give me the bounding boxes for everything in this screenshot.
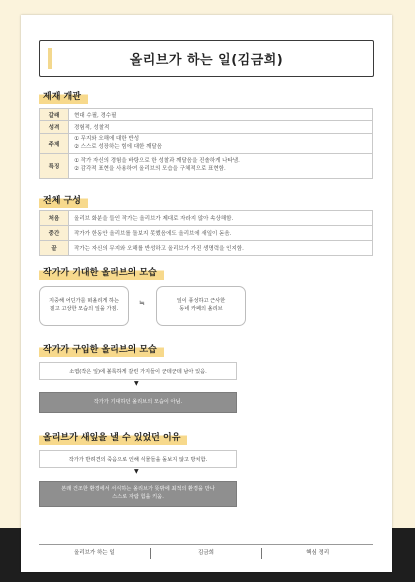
section-heading-structure: 전체 구성 bbox=[39, 191, 88, 208]
reason-box-2 bbox=[39, 481, 237, 507]
box-line: 본래 건조한 환경에서 서식하는 올리브가 뜻밖에 최적의 환경을 만나 bbox=[61, 486, 215, 493]
box-line: 스스로 자람 힘을 키움. bbox=[112, 494, 164, 500]
footer-left: 올리브가 하는 일 bbox=[73, 550, 115, 556]
table-row bbox=[40, 241, 373, 256]
row-value: 올리브 화분을 들인 작가는 올리브가 제대로 자라지 않아 속상해함. bbox=[69, 211, 373, 226]
pill-line: 동네 카페의 올리브 bbox=[179, 306, 223, 312]
row-value: 작가는 자신의 무지와 오해를 반성하고 올리브가 가진 생명력을 인지함. bbox=[69, 241, 373, 256]
purchased-box-1: 소엽(작은 잎)에 볼록하게 갈린 가지들이 군데군데 남아 있음. bbox=[39, 362, 237, 380]
footer bbox=[39, 548, 373, 559]
page-title: 올리브가 하는 일(김금희) bbox=[129, 53, 284, 68]
table-row bbox=[40, 154, 373, 179]
row-key: 갈래 bbox=[40, 109, 69, 121]
row-value bbox=[69, 154, 373, 179]
value-line: ① 작가 자신의 경험을 바탕으로 한 성찰과 깨달음을 진솔하게 나타냄. bbox=[74, 158, 240, 165]
row-key: 특징 bbox=[40, 154, 69, 179]
approx-symbol: ≒ bbox=[139, 299, 145, 307]
down-arrow-icon: ▼ bbox=[134, 468, 139, 475]
row-value: 작가가 한동안 올리브를 돌보지 못했음에도 올리브에 새잎이 돋음. bbox=[69, 226, 373, 241]
section-heading-reason: 올리브가 새잎을 낼 수 있었던 이유 bbox=[39, 428, 187, 445]
title-box bbox=[39, 40, 374, 77]
table-row bbox=[40, 109, 373, 121]
footer-divider bbox=[39, 544, 373, 545]
value-line: ② 스스로 성장하는 힘에 대한 깨달음 bbox=[74, 143, 163, 150]
page-sheet bbox=[21, 15, 392, 572]
row-key: 처음 bbox=[40, 211, 69, 226]
section-heading-purchased: 작가가 구입한 올리브의 모습 bbox=[39, 340, 164, 357]
pill-line: 잎이 풍성하고 근사한 bbox=[176, 298, 226, 305]
pill-line: 짙고 고상한 모습의 잎을 가짐. bbox=[49, 306, 119, 312]
overview-table bbox=[39, 108, 373, 179]
row-key: 주제 bbox=[40, 134, 69, 154]
purchased-box-2: 작가가 기대하던 올리브의 모습이 아님. bbox=[39, 392, 237, 413]
value-line: ② 감각적 표현을 사용하여 올리브의 모습을 구체적으로 표현함. bbox=[74, 166, 226, 172]
table-row bbox=[40, 121, 373, 134]
table-row bbox=[40, 134, 373, 154]
footer-right: 핵심 정리 bbox=[306, 550, 330, 556]
footer-center: 김금희 bbox=[150, 548, 263, 559]
value-line: ① 무지와 오해에 대한 반성 bbox=[74, 135, 140, 142]
expected-right-pill bbox=[156, 286, 246, 326]
reason-box-1: 작가가 반려견의 죽음으로 인해 식물들을 돌보지 않고 방치함. bbox=[39, 450, 237, 468]
table-row bbox=[40, 211, 373, 226]
row-key: 성격 bbox=[40, 121, 69, 134]
row-key: 끝 bbox=[40, 241, 69, 256]
row-key: 중간 bbox=[40, 226, 69, 241]
pill-line: 지중해 어딘가를 떠올리게 하는 bbox=[48, 298, 120, 305]
down-arrow-icon: ▼ bbox=[134, 380, 139, 387]
row-value: 경험적, 성찰적 bbox=[69, 121, 373, 134]
expected-left-pill bbox=[39, 286, 129, 326]
section-heading-expected: 작가가 기대한 올리브의 모습 bbox=[39, 263, 164, 280]
section-heading-overview: 제재 개관 bbox=[39, 87, 88, 104]
row-value: 현대 수필, 경수필 bbox=[69, 109, 373, 121]
table-row bbox=[40, 226, 373, 241]
row-value bbox=[69, 134, 373, 154]
structure-table bbox=[39, 210, 373, 256]
